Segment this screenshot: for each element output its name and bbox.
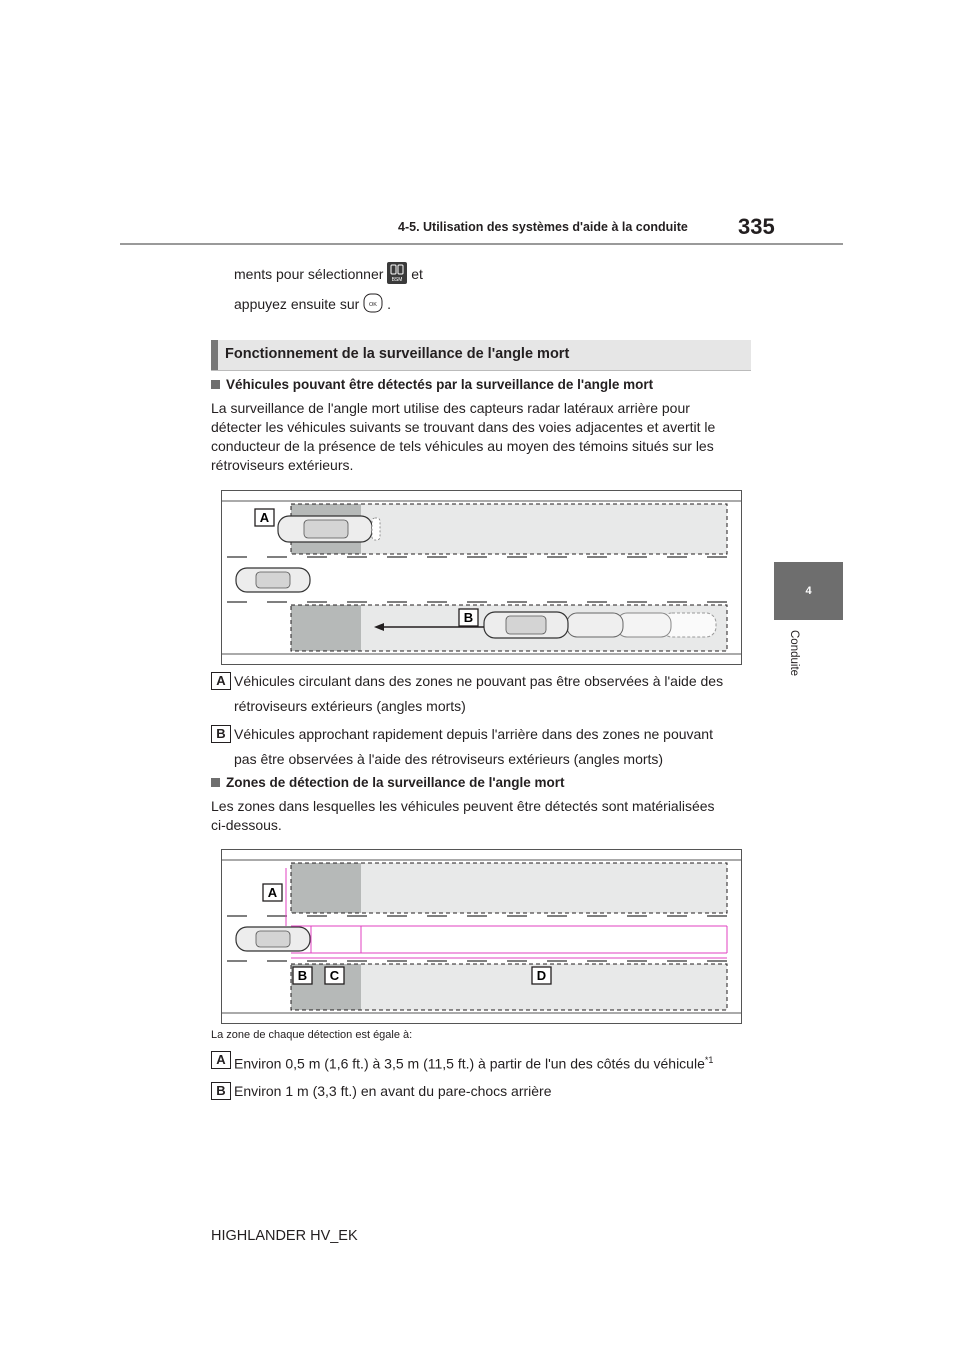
diagram1-label-b: B	[463, 610, 474, 625]
intro-line-2: appuyez ensuite sur OK .	[234, 293, 391, 318]
diagram2-label-d: D	[536, 968, 547, 983]
legend1-key-a: A	[211, 672, 231, 690]
diagram2-label-c: C	[329, 968, 340, 983]
diagram2-caption: La zone de chaque détection est égale à:	[211, 1029, 413, 1041]
diagram1-label-a: A	[259, 510, 270, 525]
section2-paragraph: Les zones dans lesquelles les véhicules peuvent être détectés sont matérialisées ci-dessous.	[211, 798, 715, 833]
ego-vehicle-icon	[236, 927, 310, 951]
header-rule	[120, 243, 843, 245]
chapter-tab[interactable]: 4	[774, 562, 843, 620]
section-banner	[211, 340, 751, 370]
legend1-key-b: B	[211, 725, 231, 743]
intro-line-1: ments pour sélectionner BSM et	[234, 262, 423, 289]
legend2-item-b: Environ 1 m (3,3 ft.) en avant du pare-chocs arrière	[234, 1083, 552, 1099]
bullet-square-icon	[211, 380, 220, 389]
section1-heading: Véhicules pouvant être détectés par la surveillance de l'angle mort	[211, 377, 653, 392]
ego-vehicle-icon	[236, 568, 310, 592]
legend1-item-a: Véhicules circulant dans des zones ne pouvant pas être observées à l'aide des rétroviseurs extérieurs (angles morts)	[234, 673, 724, 714]
svg-text:OK: OK	[369, 302, 378, 308]
vehicle-a-icon	[278, 516, 380, 542]
page-number: 335	[738, 214, 775, 239]
footer-model: HIGHLANDER HV_EK	[211, 1228, 358, 1244]
detection-zones-diagram	[221, 849, 742, 1024]
chapter-label: Conduite	[788, 630, 800, 677]
ok-button-icon	[363, 293, 383, 318]
svg-text:BSM: BSM	[391, 277, 403, 283]
banner-title: Fonctionnement de la surveillance de l'angle mort	[225, 346, 570, 362]
section-title: 4-5. Utilisation des systèmes d'aide à la conduite	[398, 220, 688, 234]
section2-heading: Zones de détection de la surveillance de l'angle mort	[211, 775, 565, 790]
diagram2-label-b: B	[297, 968, 308, 983]
legend2-key-b: B	[211, 1082, 231, 1100]
bullet-square-icon	[211, 778, 220, 787]
approaching-vehicles-icon	[484, 612, 716, 638]
legend2-key-a: A	[211, 1051, 231, 1069]
bsm-icon	[387, 262, 407, 289]
blind-spot-diagram-1	[221, 490, 742, 665]
legend2-item-a: Environ 0,5 m (1,6 ft.) à 3,5 m (11,5 ft.) à partir de l'un des côtés du véhicule$^{*1}$	[234, 1055, 714, 1072]
diagram2-label-a: A	[267, 885, 278, 900]
legend1-item-b: Véhicules approchant rapidement depuis l'arrière dans des zones ne pouvant pas être observées à l'aide des rétroviseurs extérieurs (angles morts)	[234, 726, 713, 767]
section1-paragraph: La surveillance de l'angle mort utilise des capteurs radar latéraux arrière pour détecter les véhicules suivants se trouvant dans des voies adjacentes et avertit le conducteur de la présence de tels véhicules au moyen des témoins situés sur les rétroviseurs extérieurs.	[211, 400, 716, 473]
